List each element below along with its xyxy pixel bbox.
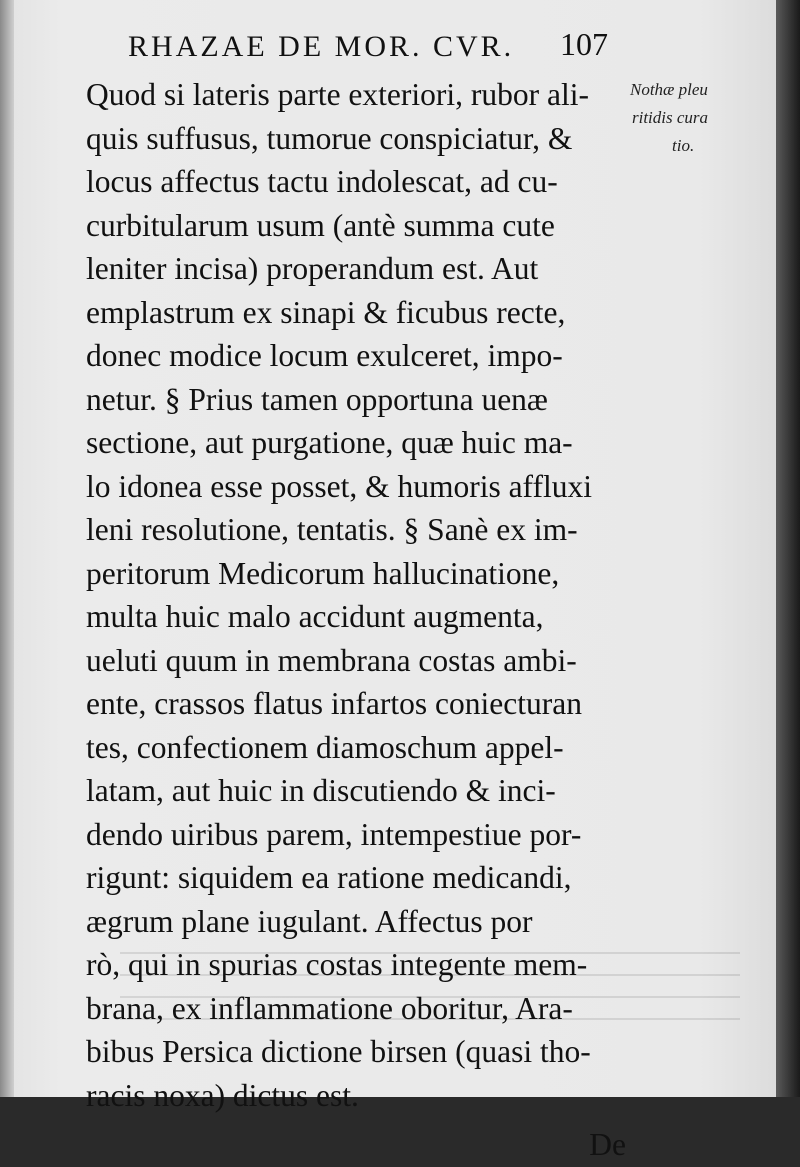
text-line: dendo uiribus parem, intempestiue por- <box>86 816 582 852</box>
marginal-note-line: ritidis cura <box>632 108 709 127</box>
text-line: brana, ex inflammatione oboritur, Ara- <box>86 990 573 1026</box>
text-line: donec modice locum exulceret, impo- <box>86 338 563 373</box>
body-text <box>86 73 626 1167</box>
text-line: ueluti quum in membrana costas ambi- <box>86 642 577 678</box>
text-line: leniter incisa) properandum est. Aut <box>86 251 539 286</box>
text-line: ente, crassos flatus infartos coniecturan <box>86 686 582 721</box>
text-line: ægrum plane iugulant. Affectus por <box>86 903 533 939</box>
text-line: rigunt: siquidem ea ratione medicandi, <box>86 860 572 895</box>
page-number: 107 <box>560 26 608 62</box>
text-line: bibus Persica dictione birsen (quasi tho- <box>86 1034 591 1069</box>
catchword: De <box>589 1127 626 1162</box>
text-line: curbitularum usum (antè summa cute <box>86 207 555 243</box>
text-line: emplastrum ex sinapi & ficubus recte, <box>86 294 566 330</box>
text-line: lo idonea esse posset, & humoris affluxi <box>86 468 592 504</box>
marginal-note-line: tio. <box>672 136 695 155</box>
text-line: racis noxa) dictus est. <box>86 1077 359 1113</box>
text-line: peritorum Medicorum hallucinatione, <box>86 555 560 591</box>
text-line: locus affectus tactu indolescat, ad cu- <box>86 164 558 199</box>
text-line: multa huic malo accidunt augmenta, <box>86 599 544 634</box>
text-line: Quod si lateris parte exteriori, rubor ali- <box>86 77 589 112</box>
text-line: rò, qui in spurias costas integente mem- <box>86 947 588 982</box>
text-line: latam, aut huic in discutiendo & inci- <box>86 773 556 808</box>
text-line: quis suffusus, tumorue conspiciatur, & <box>86 120 573 156</box>
text-line: leni resolutione, tentatis. § Sanè ex im- <box>86 512 578 547</box>
text-line: sectione, aut purgatione, quæ huic ma- <box>86 425 573 460</box>
marginal-note-line: Nothæ pleu <box>630 80 708 99</box>
marginal-note <box>630 76 760 160</box>
running-head: RHAZAE DE MOR. CVR. <box>128 30 515 63</box>
page-edge <box>776 0 800 1097</box>
text-line: netur. § Prius tamen opportuna uenæ <box>86 381 548 417</box>
page-gutter <box>0 0 14 1097</box>
text-line: tes, confectionem diamoschum appel- <box>86 729 564 765</box>
